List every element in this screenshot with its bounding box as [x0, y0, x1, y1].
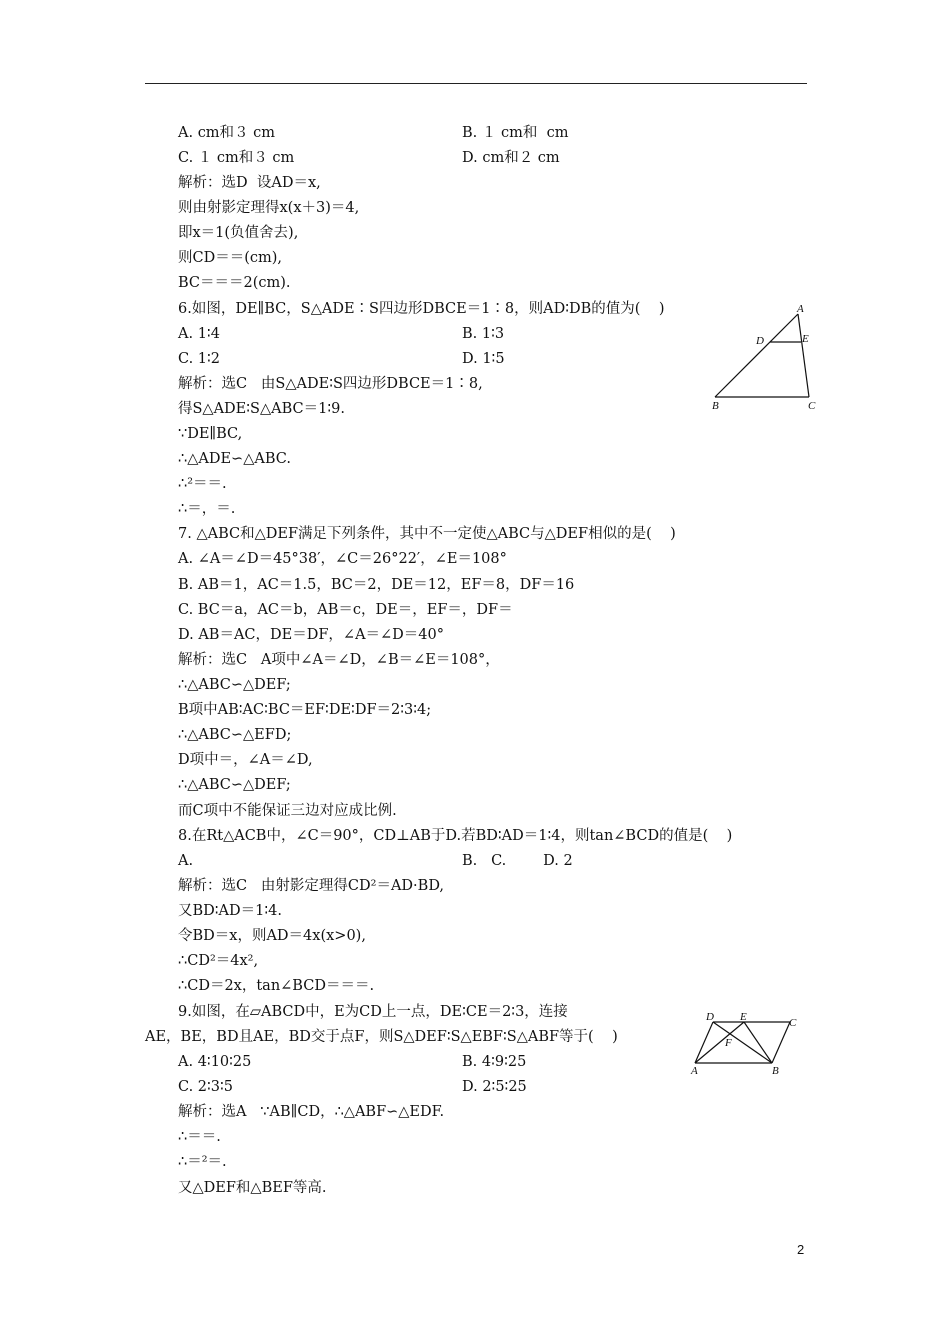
text-line: 即x＝1(负值舍去), [178, 225, 299, 241]
text-line: ∴＝²＝. [178, 1154, 227, 1170]
text-line: 解析：选D 设AD＝x, [178, 175, 321, 191]
text-line: C. 1∶2 [178, 351, 221, 367]
figure-parallelogram-abcd [688, 1008, 808, 1080]
text-line: A. [178, 853, 194, 869]
text-line: A. 4∶10∶25 [178, 1054, 252, 1070]
text-line: D. cm和２ cm [462, 150, 560, 166]
text-line: ∴△ADE∽△ABC. [178, 451, 291, 467]
text-line: 解析：选C 由S△ADE∶S四边形DBCE＝1∶8, [178, 376, 483, 392]
label-E: E [802, 333, 809, 345]
text-line: ∵DE∥BC, [178, 426, 243, 442]
text-line: 令BD＝x，则AD＝4x(x>0), [178, 928, 366, 944]
text-line: ∴＝＝. [178, 1129, 221, 1145]
text-line: BC＝＝＝2(cm). [178, 275, 291, 291]
text-line: ∴＝，＝. [178, 501, 236, 517]
text-line: 8.在Rt△ACB中，∠C＝90°，CD⊥AB于D.若BD∶AD＝1∶4，则tan∠BCD的值是( ) [178, 828, 733, 844]
text-line: ∴CD²＝4x², [178, 953, 259, 969]
text-line: ∴CD＝2x，tan∠BCD＝＝＝. [178, 978, 375, 994]
text-line: 则CD＝＝(cm), [178, 250, 283, 266]
label-D: D [756, 335, 764, 347]
text-line: B. C. D. 2 [462, 853, 573, 869]
text-line: 解析：选C 由射影定理得CD²＝AD·BD, [178, 878, 445, 894]
text-line: 则由射影定理得x(x＋3)＝4, [178, 200, 360, 216]
text-line: 得S△ADE∶S△ABC＝1∶9. [178, 401, 345, 417]
text-line: B. １ cm和 cm [462, 125, 569, 141]
text-line: B. 1∶3 [462, 326, 505, 342]
text-line: D. 1∶5 [462, 351, 505, 367]
text-line: 9.如图，在▱ABCD中，E为CD上一点，DE∶CE＝2∶3，连接 [178, 1004, 568, 1020]
text-line: 又BD∶AD＝1∶4. [178, 903, 282, 919]
label-B: B [772, 1065, 779, 1077]
label-D: D [706, 1011, 714, 1023]
text-line: B项中AB∶AC∶BC＝EF∶DE∶DF＝2∶3∶4; [178, 702, 432, 718]
text-line: ∴△ABC∽△DEF; [178, 777, 291, 793]
label-C: C [808, 400, 816, 412]
label-B: B [712, 400, 719, 412]
text-line: B. 4∶9∶25 [462, 1054, 527, 1070]
text-line: ∴²＝＝. [178, 476, 227, 492]
text-line: ∴△ABC∽△EFD; [178, 727, 292, 743]
text-line: ∴△ABC∽△DEF; [178, 677, 291, 693]
text-line: 解析：选A ∵AB∥CD，∴△ABF∽△EDF. [178, 1104, 445, 1120]
text-line: C. BC＝a，AC＝b，AB＝c，DE＝，EF＝，DF＝ [178, 602, 513, 618]
text-line: 又△DEF和△BEF等高. [178, 1180, 327, 1196]
text-line: 解析：选C A项中∠A＝∠D，∠B＝∠E＝108°， [178, 652, 500, 668]
text-line: D. 2∶5∶25 [462, 1079, 527, 1095]
text-line: D. AB＝AC，DE＝DF，∠A＝∠D＝40° [178, 627, 445, 643]
text-line: D项中＝，∠A＝∠D, [178, 752, 313, 768]
page-number: 2 [797, 1242, 805, 1257]
text-line: A. cm和３ cm [178, 125, 276, 141]
label-A: A [797, 303, 804, 315]
label-E: E [740, 1011, 747, 1023]
text-line: 7. △ABC和△DEF满足下列条件，其中不一定使△ABC与△DEF相似的是( ) [178, 526, 676, 542]
text-line: 6.如图，DE∥BC，S△ADE∶S四边形DBCE＝1∶8，则AD∶DB的值为( ) [178, 301, 665, 317]
figure-triangle-ade-abc [705, 300, 825, 415]
label-F: F [725, 1037, 732, 1049]
text-line: B. AB＝1，AC＝1.5，BC＝2，DE＝12，EF＝8，DF＝16 [178, 577, 575, 593]
text-line: A. 1∶4 [178, 326, 220, 342]
header-rule [145, 83, 807, 84]
label-A: A [691, 1065, 698, 1077]
text-line: A. ∠A＝∠D＝45°38′，∠C＝26°22′，∠E＝108° [178, 551, 507, 567]
text-line: 而C项中不能保证三边对应成比例. [178, 803, 397, 819]
label-C: C [789, 1017, 797, 1029]
text-line: C. １ cm和３ cm [178, 150, 295, 166]
text-line: C. 2∶3∶5 [178, 1079, 234, 1095]
text-line: AE，BE，BD且AE，BD交于点F，则S△DEF∶S△EBF∶S△ABF等于( ) [145, 1029, 618, 1045]
